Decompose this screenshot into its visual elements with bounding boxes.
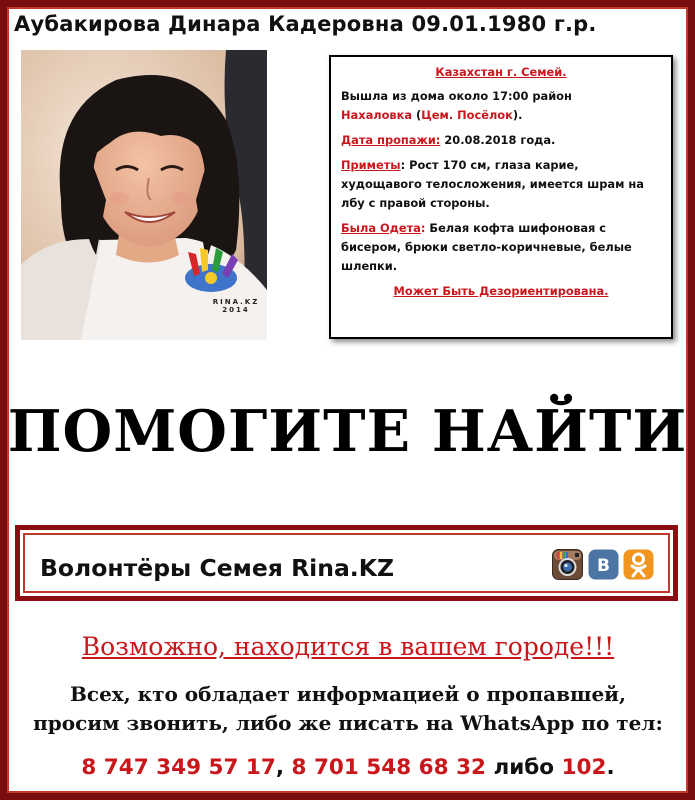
help-find-title: ПОМОГИТЕ НАЙТИ [7, 398, 688, 465]
last-seen-paragraph: Вышла из дома около 17:00 район Нахаловка (Цем. Посёлок). [341, 89, 572, 122]
or-text: либо [486, 755, 562, 780]
missing-person-name: Аубакирова Динара Кадеровна 09.01.1980 г.р. [14, 12, 597, 36]
svg-text:В: В [597, 556, 610, 576]
phone-number-1[interactable]: 8 747 349 57 17 [81, 755, 276, 780]
disoriented-warning: Может Быть Дезориентирована. [393, 284, 609, 298]
appeal-line-2: просим звонить, либо же писать на WhatsApp по тел: [33, 711, 663, 735]
vk-icon[interactable] [588, 549, 619, 580]
volunteers-text: Волонтёры Семея Rina.KZ [40, 554, 394, 582]
location-heading: Казахстан г. Семей. [435, 65, 567, 79]
maybe-in-your-city: Возможно, находится в вашем городе!!! [81, 632, 615, 661]
date-missing-label: Дата пропажи: [341, 133, 441, 147]
clothes-label: Была Одета [341, 221, 421, 235]
volunteers-banner [15, 525, 678, 601]
district-alt-name: Цем. Посёлок [421, 108, 513, 122]
date-missing-value: 20.08.2018 года. [440, 133, 556, 147]
odnoklassniki-icon[interactable] [623, 549, 654, 580]
date-missing-paragraph [341, 131, 661, 150]
missing-person-photo [21, 50, 267, 340]
last-seen-text: Вышла из дома около 17:00 район [341, 89, 572, 103]
instagram-icon[interactable] [552, 549, 583, 580]
portrait-illustration [21, 50, 267, 340]
clothes-value: Белая кофта шифоновая с бисером, брюки светло-коричневые, белые шлепки. [341, 221, 632, 273]
appeal-text [12, 680, 684, 738]
contact-phones: 8 747 349 57 17, 8 701 548 68 32 либо 102. [81, 755, 615, 780]
missing-details-box [329, 55, 673, 339]
phone-number-2[interactable]: 8 701 548 68 32 [291, 755, 486, 780]
signs-value: : Рост 170 см, глаза карие, худощавого телосложения, имеется шрам на лбу с правой стороны. [341, 158, 644, 210]
signs-label: Приметы [341, 158, 401, 172]
photo-watermark-text: RINA.KZ 2014 [212, 298, 260, 314]
signs-paragraph [341, 156, 661, 213]
district-name: Нахаловка [341, 108, 413, 122]
emergency-number[interactable]: 102 [561, 755, 607, 780]
clothes-paragraph: Была Одета: Белая кофта шифоновая с бисером, брюки светло-коричневые, белые шлепки. [341, 221, 632, 273]
appeal-line-1: Всех, кто обладает информацией о пропавшей, [70, 682, 626, 706]
